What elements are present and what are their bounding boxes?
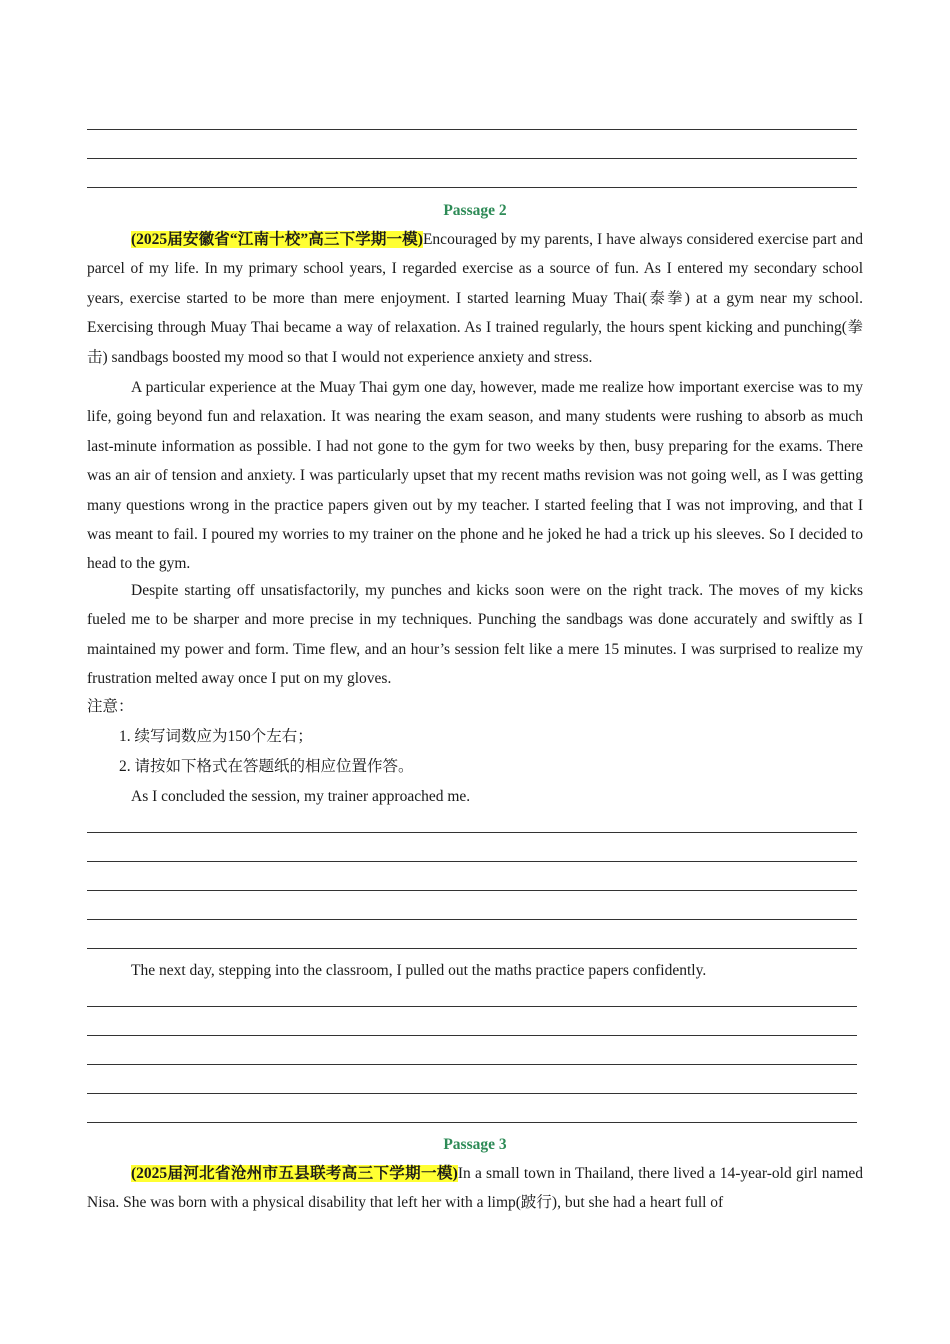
answer-line xyxy=(87,1064,857,1065)
passage-3-paragraph-1 xyxy=(87,1159,863,1218)
answer-line xyxy=(87,832,857,833)
continuation-prompt-1: As I concluded the session, my trainer approached me. xyxy=(131,788,471,805)
note-item-1: 1. 续写词数应为150个左右； xyxy=(119,728,313,745)
note-item-2: 2. 请按如下格式在答题纸的相应位置作答。 xyxy=(119,758,414,775)
passage-2-paragraph-3: Despite starting off unsatisfactorily, my punches and kicks soon were on the right track. The moves of my kicks fueled me to be sharper and more precise in my techniques. Punching the sandbags was done accurately and swiftly as I maintained my power and form. Time flew, and an hour’s session felt like a mere 15 minutes. I was surprised to realize my frustration melted away once I put on my gloves. xyxy=(87,582,863,688)
answer-line xyxy=(87,890,857,891)
answer-line xyxy=(87,861,857,862)
answer-line xyxy=(87,1035,857,1036)
answer-line xyxy=(87,919,857,920)
continuation-prompt-2: The next day, stepping into the classroom, I pulled out the maths practice papers confidently. xyxy=(131,962,707,979)
note-label: 注意： xyxy=(87,698,134,715)
answer-line xyxy=(87,1006,857,1007)
answer-line xyxy=(87,1122,857,1123)
answer-line xyxy=(87,158,857,159)
source-tag: (2025届安徽省“江南十校”高三下学期一模) xyxy=(131,231,423,248)
answer-line xyxy=(87,187,857,188)
source-tag: (2025届河北省沧州市五县联考高三下学期一模) xyxy=(131,1165,458,1182)
passage-2-heading: Passage 2 xyxy=(443,202,507,219)
passage-2-paragraph-1 xyxy=(87,225,863,372)
answer-line xyxy=(87,1093,857,1094)
passage-3-heading: Passage 3 xyxy=(443,1136,507,1153)
answer-line xyxy=(87,129,857,130)
paragraph-text: In a small town in Thailand, there lived a 14-year-old girl named Nisa. She was born with a physical disability that left her with a limp(跛行), but she had a heart full of xyxy=(87,1165,864,1212)
answer-line xyxy=(87,948,857,949)
paragraph-text: Encouraged by my parents, I have always considered exercise part and parcel of my life. In my primary school years, I regarded exercise as a source of fun. As I entered my secondary school years, exercise started to be more than mere enjoyment. I started learning Muay Thai(泰拳) at a gym near my school. Exercising through Muay Thai became a way of relaxation. As I trained regularly, the hours spent kicking and punching(拳击) sandbags boosted my mood so that I would not experience anxiety and stress. xyxy=(87,231,863,366)
passage-2-paragraph-2: A particular experience at the Muay Thai gym one day, however, made me realize how important exercise was to my life, going beyond fun and relaxation. It was nearing the exam season, and many students were rushing to absorb as much last-minute information as possible. I had not gone to the gym for two weeks by then, busy preparing for the exams. There was an air of tension and anxiety. I was particularly upset that my recent maths revision was not going well, as I was getting many questions wrong in the practice papers given out by my teacher. I started feeling that I was not improving, and that I was meant to fail. I poured my worries to my trainer on the phone and he joked he had a trick up his sleeves. So I decided to head to the gym. xyxy=(87,379,863,573)
